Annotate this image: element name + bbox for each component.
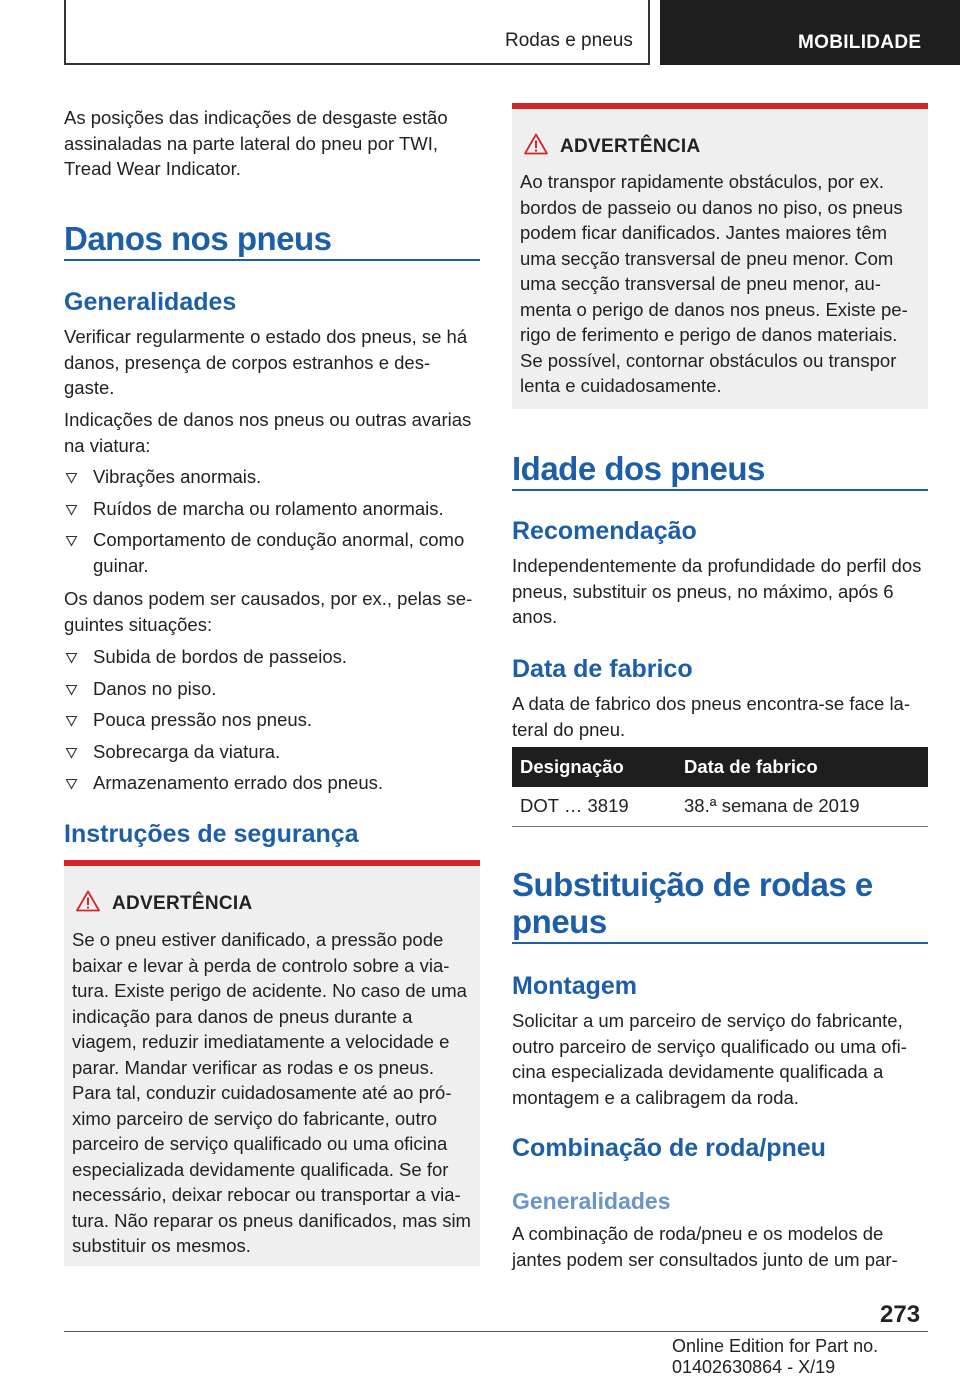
heading-rule [64,259,480,261]
warning-triangle-icon [524,133,548,155]
triangle-bullet-icon [66,779,77,789]
heading-rule [512,489,928,491]
heading-tire-damage: Danos nos pneus [64,220,332,257]
list-item-text: Comportamento de condução anormal, como guinar. [93,529,465,576]
list-item-text: Sobrecarga da viatura. [93,740,281,762]
triangle-bullet-icon [66,716,77,726]
heading-wheel-tire-combination: Combinação de roda/pneu [512,1134,826,1162]
heading-safety: Instruções de segurança [64,820,359,848]
list-item [64,496,480,522]
heading-general: Generalidades [64,288,237,316]
header-chapter-tab: MOBILIDADE [660,0,960,65]
mounting-paragraph: Solicitar a um parceiro de serviço do fabricante, outro parceiro de serviço qualificado ou uma ofi-cina especializada devidamente qualificada a montagem e a calibragem da roda. [512,1010,907,1108]
manufacture-date-table [512,747,928,827]
warning-text: Se o pneu estiver danificado, a pressão pode baixar e levar à perda de controlo sobre a via-tura. Existe perigo de acidente. No caso de uma indicação para danos de pneus durante a viagem, reduzir imediatamente a velocidade e parar. Mandar verificar as rodas e os pneus. Para tal, conduzir cuidadosamente até ao pró-ximo parceiro de serviço do fabricante, outro parceiro de serviço qualificado ou uma oficina especializada devidamente qualificada. Se for necessário, deixar rebocar ou transportar a via-tura. Não reparar os pneus danificados, mas sim substituir os mesmos. [72,929,471,1256]
triangle-bullet-icon [66,748,77,758]
table-header-row [512,747,928,787]
footer-rule [64,1331,928,1332]
manufacture-date-paragraph: A data de fabrico dos pneus encontra-se face la-teral do pneu. [512,693,911,740]
bullet-list-symptoms [64,464,480,584]
general-paragraph-3: Os danos podem ser causados, por ex., pelas se-guintes situações: [64,588,473,635]
heading-rule [512,942,928,944]
triangle-bullet-icon [66,536,77,546]
heading-tire-age: Idade dos pneus [512,450,765,487]
intro-paragraph: As posições das indicações de desgaste estão assinaladas na parte lateral do pneu por TWI, Tread Wear Indicator. [64,107,448,179]
table-cell: 38.ª semana de 2019 [676,787,928,826]
list-item-text: Armazenamento errado dos pneus. [93,772,384,793]
heading-recommendation: Recomendação [512,517,697,545]
list-item [64,739,480,765]
warning-title: ADVERTÊNCIA [560,136,701,157]
triangle-bullet-icon [66,473,77,483]
triangle-bullet-icon [66,505,77,515]
list-item-text: Ruídos de marcha ou rolamento anormais. [93,497,444,519]
list-item [64,707,480,733]
header-bottom-rule [64,63,650,65]
list-item-text: Subida de bordos de passeios. [93,646,348,667]
table-header-cell: Designação [512,747,676,787]
combination-paragraph: A combinação de roda/pneu e os modelos de jantes podem ser consultados junto de um par- [512,1223,898,1270]
table-cell: DOT … 3819 [512,787,676,826]
heading-manufacture-date: Data de fabrico [512,655,693,683]
table-header-cell: Data de fabrico [676,747,928,787]
triangle-bullet-icon [66,685,77,695]
page-number: 273 [880,1301,921,1328]
list-item [64,770,480,796]
list-item [64,527,480,578]
list-item [64,676,480,702]
list-item [64,464,480,490]
heading-replacement: Substituição de rodas e pneus [512,866,873,940]
list-item-text: Danos no piso. [93,677,217,699]
general-paragraph-1: Verificar regularmente o estado dos pneus, se há danos, presença de corpos estranhos e des-gaste. [64,326,468,398]
warning-box-left [64,860,480,1266]
list-item-text: Vibrações anormais. [93,466,262,487]
subheading-general: Generalidades [512,1188,671,1214]
warning-triangle-icon [76,890,100,912]
heading-mounting: Montagem [512,972,637,1000]
footer-edition-text: Online Edition for Part no. 01402630864 - X/19 [672,1336,879,1377]
warning-box-right [512,103,928,409]
recommendation-paragraph: Independentemente da profundidade do perfil dos pneus, substituir os pneus, no máximo, após 6 anos. [512,555,922,627]
list-item-text: Pouca pressão nos pneus. [93,709,313,730]
list-item [64,644,480,670]
bullet-list-causes [64,644,480,802]
warning-title: ADVERTÊNCIA [112,893,253,914]
header-section-title: Rodas e pneus [505,30,633,51]
triangle-bullet-icon [66,653,77,663]
warning-text: Ao transpor rapidamente obstáculos, por ex. bordos de passeio ou danos no piso, os pneus podem ficar danificados. Jantes maiores têm uma secção transversal de pneu menor. Com uma secção transversal de pneu menor, au-menta o perigo de danos nos pneus. Existe pe-rigo de ferimento e perigo de danos materiais. Se possível, contornar obstáculos ou transpor lenta e cuidadosamente. [520,171,908,396]
table-row [512,787,928,826]
header-separator [648,0,650,64]
general-paragraph-2: Indicações de danos nos pneus ou outras avarias na viatura: [64,409,472,456]
header-left-rule [64,0,66,64]
